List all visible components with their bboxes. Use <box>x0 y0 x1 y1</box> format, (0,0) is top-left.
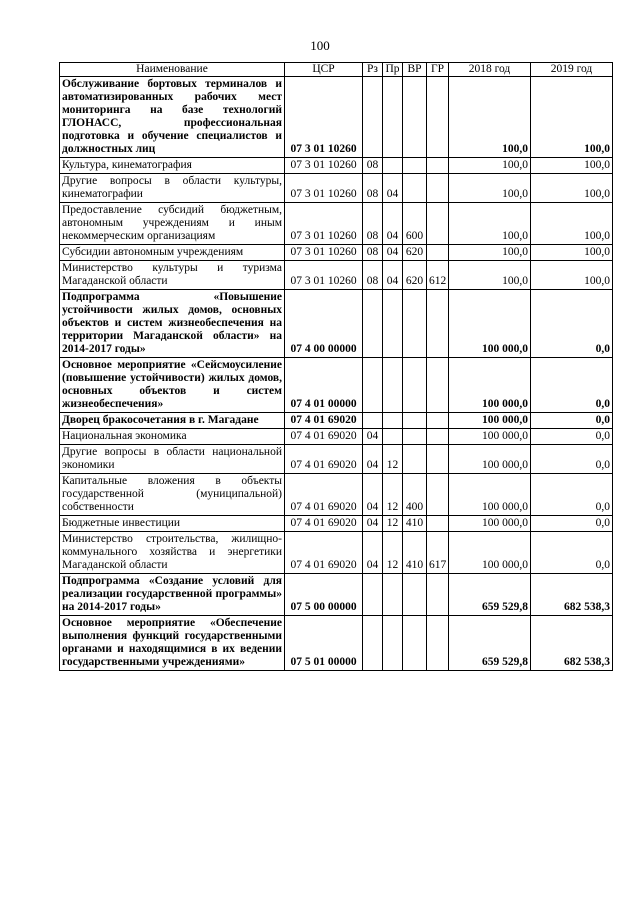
cell-vr: 620 <box>403 261 427 290</box>
cell-y2018: 100,0 <box>449 158 531 174</box>
cell-gr <box>427 158 449 174</box>
cell-pr <box>383 158 403 174</box>
cell-pr: 12 <box>383 474 403 516</box>
cell-rz: 04 <box>363 445 383 474</box>
cell-rz <box>363 290 383 358</box>
cell-csr: 07 5 00 00000 <box>285 574 363 616</box>
cell-vr <box>403 174 427 203</box>
cell-y2018: 659 529,8 <box>449 574 531 616</box>
table-row <box>60 290 613 358</box>
cell-gr <box>427 574 449 616</box>
cell-y2018: 100,0 <box>449 77 531 158</box>
cell-name: Бюджетные инвестиции <box>60 516 285 532</box>
cell-gr <box>427 616 449 671</box>
table-row <box>60 261 613 290</box>
cell-y2019: 100,0 <box>531 158 613 174</box>
cell-y2018: 659 529,8 <box>449 616 531 671</box>
cell-rz: 08 <box>363 261 383 290</box>
cell-gr <box>427 358 449 413</box>
cell-name: Министерство культуры и туризма Магаданской области <box>60 261 285 290</box>
table-row <box>60 358 613 413</box>
cell-y2018: 100 000,0 <box>449 474 531 516</box>
table-row <box>60 429 613 445</box>
cell-y2019: 682 538,3 <box>531 616 613 671</box>
cell-gr <box>427 290 449 358</box>
page-number: 100 <box>310 38 330 53</box>
cell-y2019: 100,0 <box>531 245 613 261</box>
cell-pr <box>383 290 403 358</box>
cell-csr: 07 3 01 10260 <box>285 245 363 261</box>
cell-y2018: 100 000,0 <box>449 532 531 574</box>
header-csr: ЦСР <box>285 63 363 77</box>
cell-gr <box>427 174 449 203</box>
cell-name: Основное мероприятие «Сейсмоусиление (повышение устойчивости) жилых домов, основных объектов и систем жизнеобеспечения» <box>60 358 285 413</box>
cell-y2019: 0,0 <box>531 516 613 532</box>
cell-vr <box>403 574 427 616</box>
cell-pr <box>383 429 403 445</box>
cell-gr: 612 <box>427 261 449 290</box>
cell-csr: 07 4 01 69020 <box>285 474 363 516</box>
table-row <box>60 413 613 429</box>
header-2018: 2018 год <box>449 63 531 77</box>
cell-gr <box>427 516 449 532</box>
cell-gr: 617 <box>427 532 449 574</box>
cell-y2018: 100 000,0 <box>449 516 531 532</box>
cell-y2019: 100,0 <box>531 174 613 203</box>
cell-csr: 07 4 01 69020 <box>285 532 363 574</box>
cell-name: Дворец бракосочетания в г. Магадане <box>60 413 285 429</box>
cell-y2019: 0,0 <box>531 358 613 413</box>
cell-csr: 07 4 01 69020 <box>285 413 363 429</box>
cell-pr: 04 <box>383 174 403 203</box>
cell-pr: 12 <box>383 516 403 532</box>
cell-vr <box>403 413 427 429</box>
cell-rz: 04 <box>363 532 383 574</box>
cell-y2019: 0,0 <box>531 413 613 429</box>
cell-y2019: 0,0 <box>531 429 613 445</box>
cell-gr <box>427 203 449 245</box>
cell-gr <box>427 77 449 158</box>
cell-csr: 07 3 01 10260 <box>285 77 363 158</box>
cell-pr <box>383 358 403 413</box>
cell-name: Другие вопросы в области культуры, кинематографии <box>60 174 285 203</box>
cell-rz <box>363 358 383 413</box>
table-row <box>60 158 613 174</box>
cell-pr: 04 <box>383 203 403 245</box>
table-row <box>60 532 613 574</box>
cell-name: Подпрограмма «Повышение устойчивости жилых домов, основных объектов и систем жизнеобеспечения на территории Магаданской области» на 2014-2017 годы» <box>60 290 285 358</box>
cell-name: Подпрограмма «Создание условий для реализации государственной программы» на 2014-2017 годы» <box>60 574 285 616</box>
cell-rz: 08 <box>363 158 383 174</box>
cell-name: Капитальные вложения в объекты государственной (муниципальной) собственности <box>60 474 285 516</box>
cell-y2019: 0,0 <box>531 474 613 516</box>
cell-rz <box>363 413 383 429</box>
cell-vr <box>403 445 427 474</box>
cell-csr: 07 4 01 69020 <box>285 445 363 474</box>
cell-y2019: 100,0 <box>531 203 613 245</box>
cell-y2019: 0,0 <box>531 290 613 358</box>
cell-y2018: 100 000,0 <box>449 358 531 413</box>
cell-rz: 08 <box>363 203 383 245</box>
cell-name: Министерство строительства, жилищно-коммунального хозяйства и энергетики Магаданской области <box>60 532 285 574</box>
cell-pr <box>383 574 403 616</box>
cell-rz <box>363 616 383 671</box>
cell-y2019: 0,0 <box>531 532 613 574</box>
table-row <box>60 245 613 261</box>
cell-y2018: 100,0 <box>449 203 531 245</box>
cell-rz <box>363 77 383 158</box>
cell-name: Основное мероприятие «Обеспечение выполнения функций государственными органами и находящимися в их ведении государственными учреждениями» <box>60 616 285 671</box>
cell-csr: 07 4 00 00000 <box>285 290 363 358</box>
table-row <box>60 516 613 532</box>
cell-csr: 07 4 01 69020 <box>285 429 363 445</box>
cell-pr: 04 <box>383 245 403 261</box>
cell-vr <box>403 358 427 413</box>
cell-gr <box>427 429 449 445</box>
table-row <box>60 616 613 671</box>
cell-y2018: 100 000,0 <box>449 445 531 474</box>
cell-name: Национальная экономика <box>60 429 285 445</box>
cell-y2018: 100,0 <box>449 261 531 290</box>
cell-gr <box>427 413 449 429</box>
cell-rz: 08 <box>363 245 383 261</box>
cell-gr <box>427 474 449 516</box>
cell-y2018: 100,0 <box>449 245 531 261</box>
cell-gr <box>427 245 449 261</box>
cell-csr: 07 3 01 10260 <box>285 158 363 174</box>
cell-csr: 07 3 01 10260 <box>285 174 363 203</box>
cell-rz: 04 <box>363 516 383 532</box>
cell-y2019: 0,0 <box>531 445 613 474</box>
cell-csr: 07 4 01 00000 <box>285 358 363 413</box>
cell-rz: 04 <box>363 474 383 516</box>
header-gr: ГР <box>427 63 449 77</box>
cell-name: Обслуживание бортовых терминалов и автоматизированных рабочих мест мониторинга на базе технологий ГЛОНАСС, профессиональная подготовка и обучение специалистов и должностных лиц <box>60 77 285 158</box>
cell-vr <box>403 429 427 445</box>
cell-y2019: 682 538,3 <box>531 574 613 616</box>
cell-vr: 600 <box>403 203 427 245</box>
cell-rz: 08 <box>363 174 383 203</box>
cell-rz <box>363 574 383 616</box>
cell-vr <box>403 290 427 358</box>
cell-pr <box>383 77 403 158</box>
table-row <box>60 174 613 203</box>
cell-vr: 400 <box>403 474 427 516</box>
cell-y2018: 100,0 <box>449 174 531 203</box>
table-row <box>60 77 613 158</box>
cell-y2019: 100,0 <box>531 261 613 290</box>
cell-vr: 620 <box>403 245 427 261</box>
cell-vr <box>403 77 427 158</box>
cell-y2019: 100,0 <box>531 77 613 158</box>
cell-csr: 07 3 01 10260 <box>285 203 363 245</box>
cell-name: Культура, кинематография <box>60 158 285 174</box>
cell-pr: 12 <box>383 445 403 474</box>
cell-vr <box>403 158 427 174</box>
cell-y2018: 100 000,0 <box>449 429 531 445</box>
cell-pr: 12 <box>383 532 403 574</box>
table-row <box>60 574 613 616</box>
header-vr: ВР <box>403 63 427 77</box>
cell-rz: 04 <box>363 429 383 445</box>
header-rz: Рз <box>363 63 383 77</box>
header-row <box>60 63 613 77</box>
header-2019: 2019 год <box>531 63 613 77</box>
cell-y2018: 100 000,0 <box>449 413 531 429</box>
header-name: Наименование <box>60 63 285 77</box>
cell-csr: 07 4 01 69020 <box>285 516 363 532</box>
table-row <box>60 445 613 474</box>
cell-csr: 07 5 01 00000 <box>285 616 363 671</box>
table-row <box>60 474 613 516</box>
cell-vr: 410 <box>403 532 427 574</box>
cell-name: Другие вопросы в области национальной экономики <box>60 445 285 474</box>
cell-pr <box>383 616 403 671</box>
cell-vr <box>403 616 427 671</box>
cell-csr: 07 3 01 10260 <box>285 261 363 290</box>
cell-gr <box>427 445 449 474</box>
budget-table <box>59 62 613 671</box>
cell-pr <box>383 413 403 429</box>
cell-y2018: 100 000,0 <box>449 290 531 358</box>
cell-name: Предоставление субсидий бюджетным, автономным учреждениям и иным некоммерческим организациям <box>60 203 285 245</box>
cell-pr: 04 <box>383 261 403 290</box>
cell-vr: 410 <box>403 516 427 532</box>
table-row <box>60 203 613 245</box>
header-pr: Пр <box>383 63 403 77</box>
cell-name: Субсидии автономным учреждениям <box>60 245 285 261</box>
table-body <box>60 77 613 671</box>
